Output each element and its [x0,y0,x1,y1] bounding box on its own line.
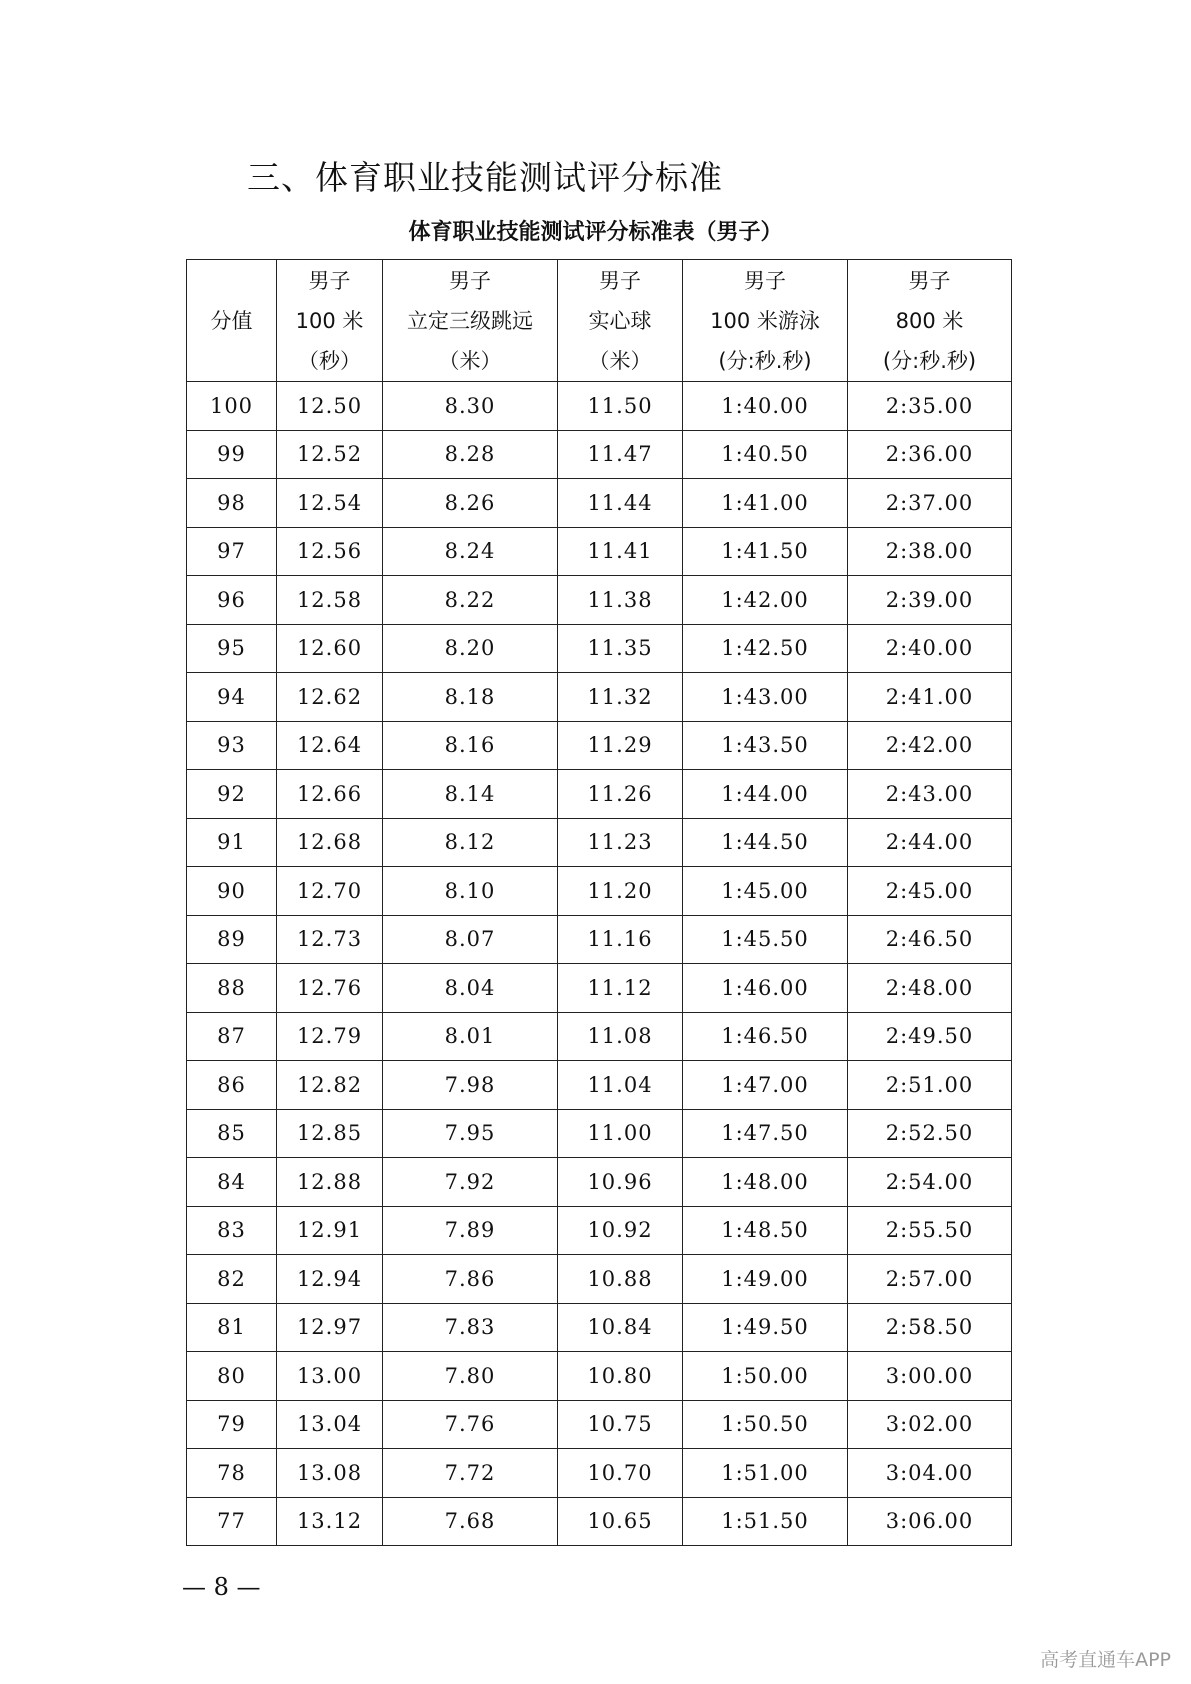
run-800m-cell: 2:52.50 [848,1109,1012,1158]
swim-100m-cell: 1:47.00 [683,1061,848,1110]
header-line: 男子 [744,268,786,293]
swim-100m-cell: 1:40.50 [683,430,848,479]
score-cell: 93 [187,721,277,770]
score-cell: 87 [187,1012,277,1061]
run-100m-cell: 13.08 [277,1449,383,1498]
score-cell: 86 [187,1061,277,1110]
score-cell: 95 [187,624,277,673]
run-100m-cell: 12.54 [277,479,383,528]
section-title: 三、体育职业技能测试评分标准 [247,158,723,197]
swim-100m-cell: 1:45.50 [683,915,848,964]
header-line: 分值 [210,308,253,333]
table-row [187,1255,1012,1304]
score-cell: 79 [187,1400,277,1449]
run-100m-cell: 13.12 [277,1497,383,1546]
swim-100m-cell: 1:48.50 [683,1206,848,1255]
run-100m-cell: 12.70 [277,867,383,916]
run-800m-cell: 2:36.00 [848,430,1012,479]
swim-100m-cell: 1:40.00 [683,382,848,431]
header-line: 立定三级跳远 [407,308,533,333]
header-line: 男子 [308,268,351,293]
run-100m-cell: 12.62 [277,673,383,722]
score-table [186,259,1012,1546]
shot-ball-cell: 11.38 [558,576,683,625]
run-800m-cell: 2:39.00 [848,576,1012,625]
shot-ball-cell: 11.04 [558,1061,683,1110]
table-row [187,721,1012,770]
run-100m-cell: 12.85 [277,1109,383,1158]
shot-ball-cell: 11.23 [558,818,683,867]
header-line: 男子 [599,268,641,293]
triple-jump-cell: 7.80 [383,1352,558,1401]
swim-100m-cell: 1:46.50 [683,1012,848,1061]
triple-jump-cell: 8.14 [383,770,558,819]
table-header-row [187,260,1012,382]
score-cell: 84 [187,1158,277,1207]
triple-jump-cell: 8.30 [383,382,558,431]
table-row [187,1400,1012,1449]
triple-jump-cell: 7.95 [383,1109,558,1158]
score-cell: 91 [187,818,277,867]
table-row [187,527,1012,576]
triple-jump-cell: 8.10 [383,867,558,916]
triple-jump-cell: 8.20 [383,624,558,673]
score-cell: 80 [187,1352,277,1401]
table-row [187,624,1012,673]
run-800m-cell: 2:51.00 [848,1061,1012,1110]
swim-100m-cell: 1:43.50 [683,721,848,770]
header-shot-ball [558,260,683,382]
score-cell: 99 [187,430,277,479]
triple-jump-cell: 7.72 [383,1449,558,1498]
run-800m-cell: 2:48.00 [848,964,1012,1013]
header-100m-swim [683,260,848,382]
score-cell: 90 [187,867,277,916]
run-100m-cell: 12.82 [277,1061,383,1110]
table-row [187,479,1012,528]
shot-ball-cell: 11.29 [558,721,683,770]
triple-jump-cell: 7.86 [383,1255,558,1304]
run-800m-cell: 2:35.00 [848,382,1012,431]
swim-100m-cell: 1:48.00 [683,1158,848,1207]
run-100m-cell: 12.94 [277,1255,383,1304]
run-800m-cell: 2:54.00 [848,1158,1012,1207]
score-cell: 83 [187,1206,277,1255]
table-row [187,673,1012,722]
swim-100m-cell: 1:41.00 [683,479,848,528]
score-cell: 81 [187,1303,277,1352]
table-row [187,770,1012,819]
table-row [187,1158,1012,1207]
swim-100m-cell: 1:44.50 [683,818,848,867]
swim-100m-cell: 1:45.00 [683,867,848,916]
swim-100m-cell: 1:50.50 [683,1400,848,1449]
shot-ball-cell: 10.80 [558,1352,683,1401]
header-line: 800 米 [895,308,964,333]
score-cell: 94 [187,673,277,722]
run-100m-cell: 12.73 [277,915,383,964]
score-cell: 78 [187,1449,277,1498]
shot-ball-cell: 11.41 [558,527,683,576]
run-100m-cell: 12.50 [277,382,383,431]
run-800m-cell: 3:04.00 [848,1449,1012,1498]
shot-ball-cell: 10.75 [558,1400,683,1449]
triple-jump-cell: 8.12 [383,818,558,867]
header-line: (分:秒.秒) [718,348,812,373]
shot-ball-cell: 11.00 [558,1109,683,1158]
header-line: （秒） [298,348,361,373]
header-line: 100 米游泳 [710,308,820,333]
score-cell: 98 [187,479,277,528]
header-100m [277,260,383,382]
run-800m-cell: 3:00.00 [848,1352,1012,1401]
triple-jump-cell: 8.22 [383,576,558,625]
score-cell: 89 [187,915,277,964]
run-100m-cell: 12.56 [277,527,383,576]
triple-jump-cell: 8.01 [383,1012,558,1061]
shot-ball-cell: 10.88 [558,1255,683,1304]
run-800m-cell: 3:06.00 [848,1497,1012,1546]
run-100m-cell: 12.79 [277,1012,383,1061]
shot-ball-cell: 10.96 [558,1158,683,1207]
run-800m-cell: 3:02.00 [848,1400,1012,1449]
shot-ball-cell: 11.47 [558,430,683,479]
table-row [187,1303,1012,1352]
triple-jump-cell: 7.89 [383,1206,558,1255]
swim-100m-cell: 1:49.50 [683,1303,848,1352]
score-cell: 100 [187,382,277,431]
shot-ball-cell: 11.12 [558,964,683,1013]
shot-ball-cell: 11.35 [558,624,683,673]
run-800m-cell: 2:37.00 [848,479,1012,528]
run-100m-cell: 12.58 [277,576,383,625]
swim-100m-cell: 1:49.00 [683,1255,848,1304]
table-row [187,1206,1012,1255]
run-100m-cell: 12.88 [277,1158,383,1207]
triple-jump-cell: 7.98 [383,1061,558,1110]
table-row [187,382,1012,431]
table-row [187,430,1012,479]
triple-jump-cell: 8.18 [383,673,558,722]
table-row [187,1061,1012,1110]
header-line: （米） [438,348,502,373]
triple-jump-cell: 7.76 [383,1400,558,1449]
header-line: 男子 [908,268,951,293]
run-800m-cell: 2:55.50 [848,1206,1012,1255]
run-800m-cell: 2:40.00 [848,624,1012,673]
triple-jump-cell: 7.68 [383,1497,558,1546]
score-cell: 92 [187,770,277,819]
triple-jump-cell: 7.92 [383,1158,558,1207]
shot-ball-cell: 11.44 [558,479,683,528]
triple-jump-cell: 8.07 [383,915,558,964]
shot-ball-cell: 11.50 [558,382,683,431]
table-row [187,1012,1012,1061]
table-row [187,818,1012,867]
swim-100m-cell: 1:51.00 [683,1449,848,1498]
run-100m-cell: 13.00 [277,1352,383,1401]
triple-jump-cell: 8.16 [383,721,558,770]
swim-100m-cell: 1:47.50 [683,1109,848,1158]
run-100m-cell: 12.66 [277,770,383,819]
swim-100m-cell: 1:44.00 [683,770,848,819]
shot-ball-cell: 10.65 [558,1497,683,1546]
header-line: （米） [588,348,652,373]
shot-ball-cell: 11.26 [558,770,683,819]
score-cell: 88 [187,964,277,1013]
run-800m-cell: 2:42.00 [848,721,1012,770]
run-800m-cell: 2:43.00 [848,770,1012,819]
table-row [187,1352,1012,1401]
shot-ball-cell: 11.16 [558,915,683,964]
triple-jump-cell: 8.24 [383,527,558,576]
triple-jump-cell: 8.04 [383,964,558,1013]
swim-100m-cell: 1:41.50 [683,527,848,576]
header-line: 实心球 [588,308,652,333]
run-100m-cell: 13.04 [277,1400,383,1449]
swim-100m-cell: 1:43.00 [683,673,848,722]
run-100m-cell: 12.64 [277,721,383,770]
run-100m-cell: 12.97 [277,1303,383,1352]
score-cell: 96 [187,576,277,625]
run-100m-cell: 12.76 [277,964,383,1013]
score-cell: 85 [187,1109,277,1158]
run-100m-cell: 12.52 [277,430,383,479]
run-100m-cell: 12.91 [277,1206,383,1255]
table-row [187,1497,1012,1546]
shot-ball-cell: 10.92 [558,1206,683,1255]
run-800m-cell: 2:46.50 [848,915,1012,964]
header-line: 男子 [449,268,491,293]
page-number: — 8 — [182,1573,261,1601]
run-800m-cell: 2:49.50 [848,1012,1012,1061]
shot-ball-cell: 11.32 [558,673,683,722]
swim-100m-cell: 1:42.00 [683,576,848,625]
run-800m-cell: 2:58.50 [848,1303,1012,1352]
header-score [187,260,277,382]
score-cell: 77 [187,1497,277,1546]
table-row [187,1449,1012,1498]
table-row [187,1109,1012,1158]
header-line: 100 米 [295,308,364,333]
triple-jump-cell: 8.26 [383,479,558,528]
triple-jump-cell: 7.83 [383,1303,558,1352]
run-800m-cell: 2:41.00 [848,673,1012,722]
table-row [187,867,1012,916]
header-triple-jump [383,260,558,382]
run-800m-cell: 2:57.00 [848,1255,1012,1304]
shot-ball-cell: 11.08 [558,1012,683,1061]
swim-100m-cell: 1:50.00 [683,1352,848,1401]
run-800m-cell: 2:44.00 [848,818,1012,867]
shot-ball-cell: 11.20 [558,867,683,916]
run-100m-cell: 12.60 [277,624,383,673]
swim-100m-cell: 1:46.00 [683,964,848,1013]
swim-100m-cell: 1:51.50 [683,1497,848,1546]
table-caption: 体育职业技能测试评分标准表（男子） [408,220,783,245]
table-row [187,576,1012,625]
run-800m-cell: 2:38.00 [848,527,1012,576]
swim-100m-cell: 1:42.50 [683,624,848,673]
run-100m-cell: 12.68 [277,818,383,867]
shot-ball-cell: 10.70 [558,1449,683,1498]
score-cell: 97 [187,527,277,576]
triple-jump-cell: 8.28 [383,430,558,479]
shot-ball-cell: 10.84 [558,1303,683,1352]
table-row [187,964,1012,1013]
score-cell: 82 [187,1255,277,1304]
watermark: 高考直通车APP [1040,1649,1171,1671]
run-800m-cell: 2:45.00 [848,867,1012,916]
table-body [187,382,1012,1546]
header-line: (分:秒.秒) [882,348,977,373]
header-800m [848,260,1012,382]
table-row [187,915,1012,964]
